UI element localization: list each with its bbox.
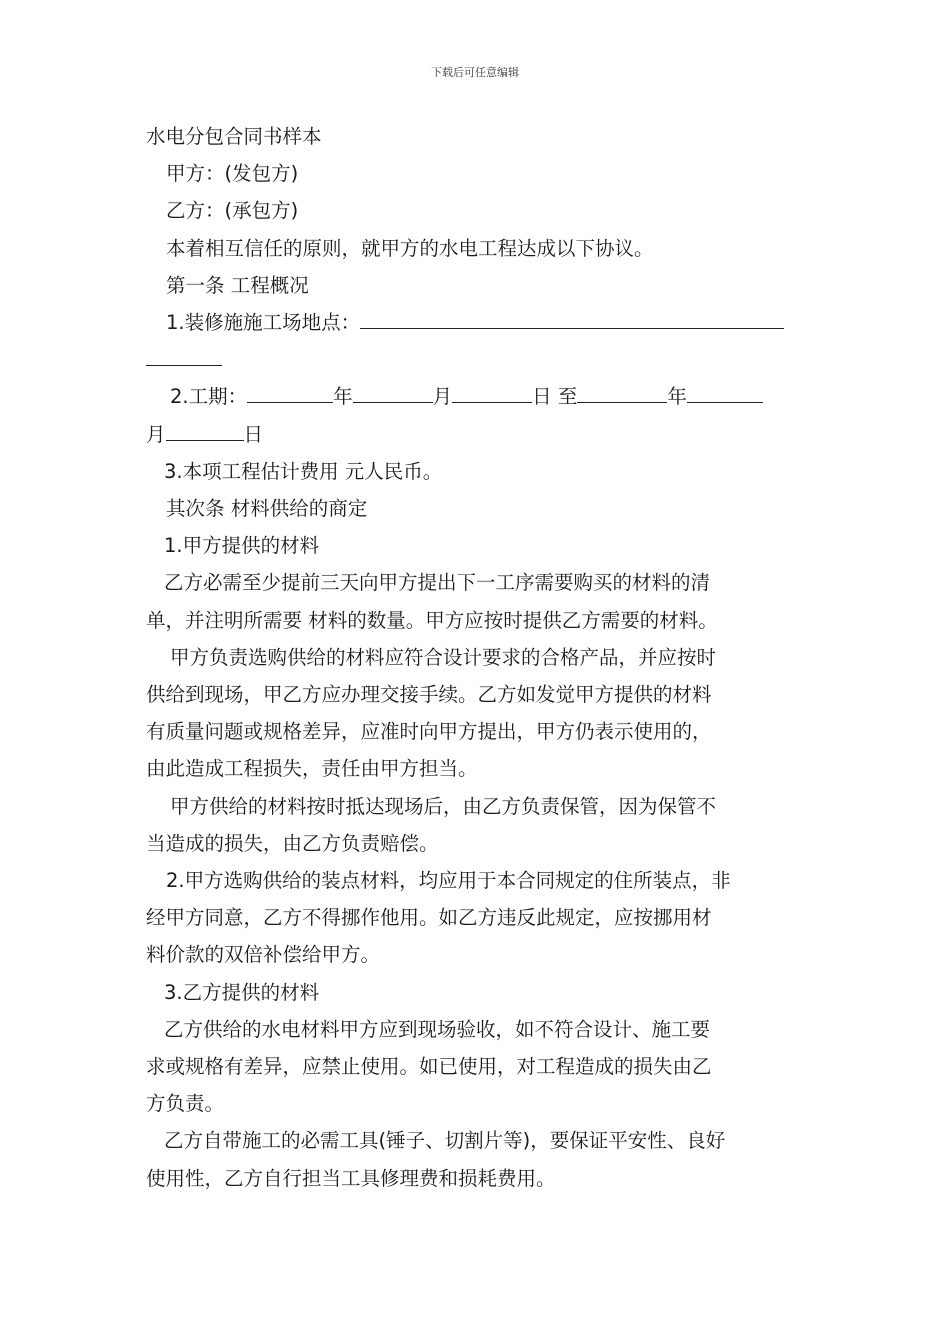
document-title: 水电分包合同书样本 xyxy=(146,125,322,148)
site-location-blank-cont xyxy=(146,343,222,366)
party-a-line: 甲方：(发包方) xyxy=(166,162,299,186)
sub-2-line-1: 2.甲方选购供给的装点材料，均应用于本合同规定的住所装点，非 xyxy=(166,869,731,893)
para-3-line-1: 甲方供给的材料按时抵达现场后，由乙方负责保管，因为保管不 xyxy=(170,794,717,818)
day-unit-2: 日 xyxy=(243,422,264,446)
para-2-line-4: 由此造成工程损失，责任由甲方担当。 xyxy=(146,757,478,781)
para-2-line-3: 有质量问题或规格差异，应准时向甲方提出，甲方仍表示使用的， xyxy=(146,720,712,744)
estimated-cost-line: 3.本项工程估计费用 元人民币。 xyxy=(164,459,443,483)
start-month-blank xyxy=(353,380,433,403)
page-header-note: 下载后可任意编辑 xyxy=(431,66,519,79)
sub-2-line-3: 料价款的双倍补偿给甲方。 xyxy=(146,943,381,967)
to-word: 至 xyxy=(557,385,578,409)
para-4-line-1: 乙方供给的水电材料甲方应到现场验收，如不符合设计、施工要 xyxy=(164,1017,711,1041)
site-location-blank xyxy=(360,306,784,329)
year-unit: 年 xyxy=(333,385,353,409)
sub-3-heading: 3.乙方提供的材料 xyxy=(164,980,320,1004)
para-5-line-2: 使用性，乙方自行担当工具修理费和损耗费用。 xyxy=(146,1166,556,1190)
duration-label: 2.工期： xyxy=(170,385,248,409)
end-year-blank xyxy=(577,380,667,403)
para-4-line-2: 求或规格有差异，应禁止使用。如已使用，对工程造成的损失由乙 xyxy=(146,1055,712,1079)
sub-1-heading: 1.甲方提供的材料 xyxy=(164,534,320,558)
end-month-blank xyxy=(687,380,763,403)
contract-body xyxy=(146,118,808,1197)
para-5-line-1: 乙方自带施工的必需工具(锤子、切割片等)，要保证平安性、良好 xyxy=(164,1129,726,1153)
article-1-heading: 第一条 工程概况 xyxy=(166,273,309,297)
party-b-line: 乙方：(承包方) xyxy=(166,199,299,223)
site-location-continuation xyxy=(146,341,808,378)
para-2-line-1: 甲方负责选购供给的材料应符合设计要求的合格产品，并应按时 xyxy=(170,645,717,669)
para-2-line-2: 供给到现场，甲乙方应办理交接手续。乙方如发觉甲方提供的材料 xyxy=(146,683,712,707)
end-day-blank xyxy=(166,418,244,441)
day-unit: 日 xyxy=(532,385,552,409)
start-year-blank xyxy=(247,380,333,403)
sub-2-line-2: 经甲方同意，乙方不得挪作他用。如乙方违反此规定，应按挪用材 xyxy=(146,906,712,930)
para-1-line-2: 单，并注明所需要 材料的数量。甲方应按时提供乙方需要的材料。 xyxy=(146,608,718,632)
site-location-label: 1.装修施施工场地点： xyxy=(166,311,361,335)
intro-paragraph: 本着相互信任的原则，就甲方的水电工程达成以下协议。 xyxy=(166,236,654,260)
year-unit-2: 年 xyxy=(667,385,687,409)
article-2-heading: 其次条 材料供给的商定 xyxy=(166,497,368,521)
start-day-blank xyxy=(452,380,532,403)
month-unit-2: 月 xyxy=(146,422,166,446)
para-3-line-2: 当造成的损失，由乙方负责赔偿。 xyxy=(146,831,439,855)
site-location-line xyxy=(146,304,808,341)
month-unit: 月 xyxy=(432,385,453,409)
duration-line xyxy=(146,378,808,415)
para-4-line-3: 方负责。 xyxy=(146,1092,225,1116)
para-1-line-1: 乙方必需至少提前三天向甲方提出下一工序需要购买的材料的清 xyxy=(164,571,711,595)
duration-continuation xyxy=(146,416,808,453)
